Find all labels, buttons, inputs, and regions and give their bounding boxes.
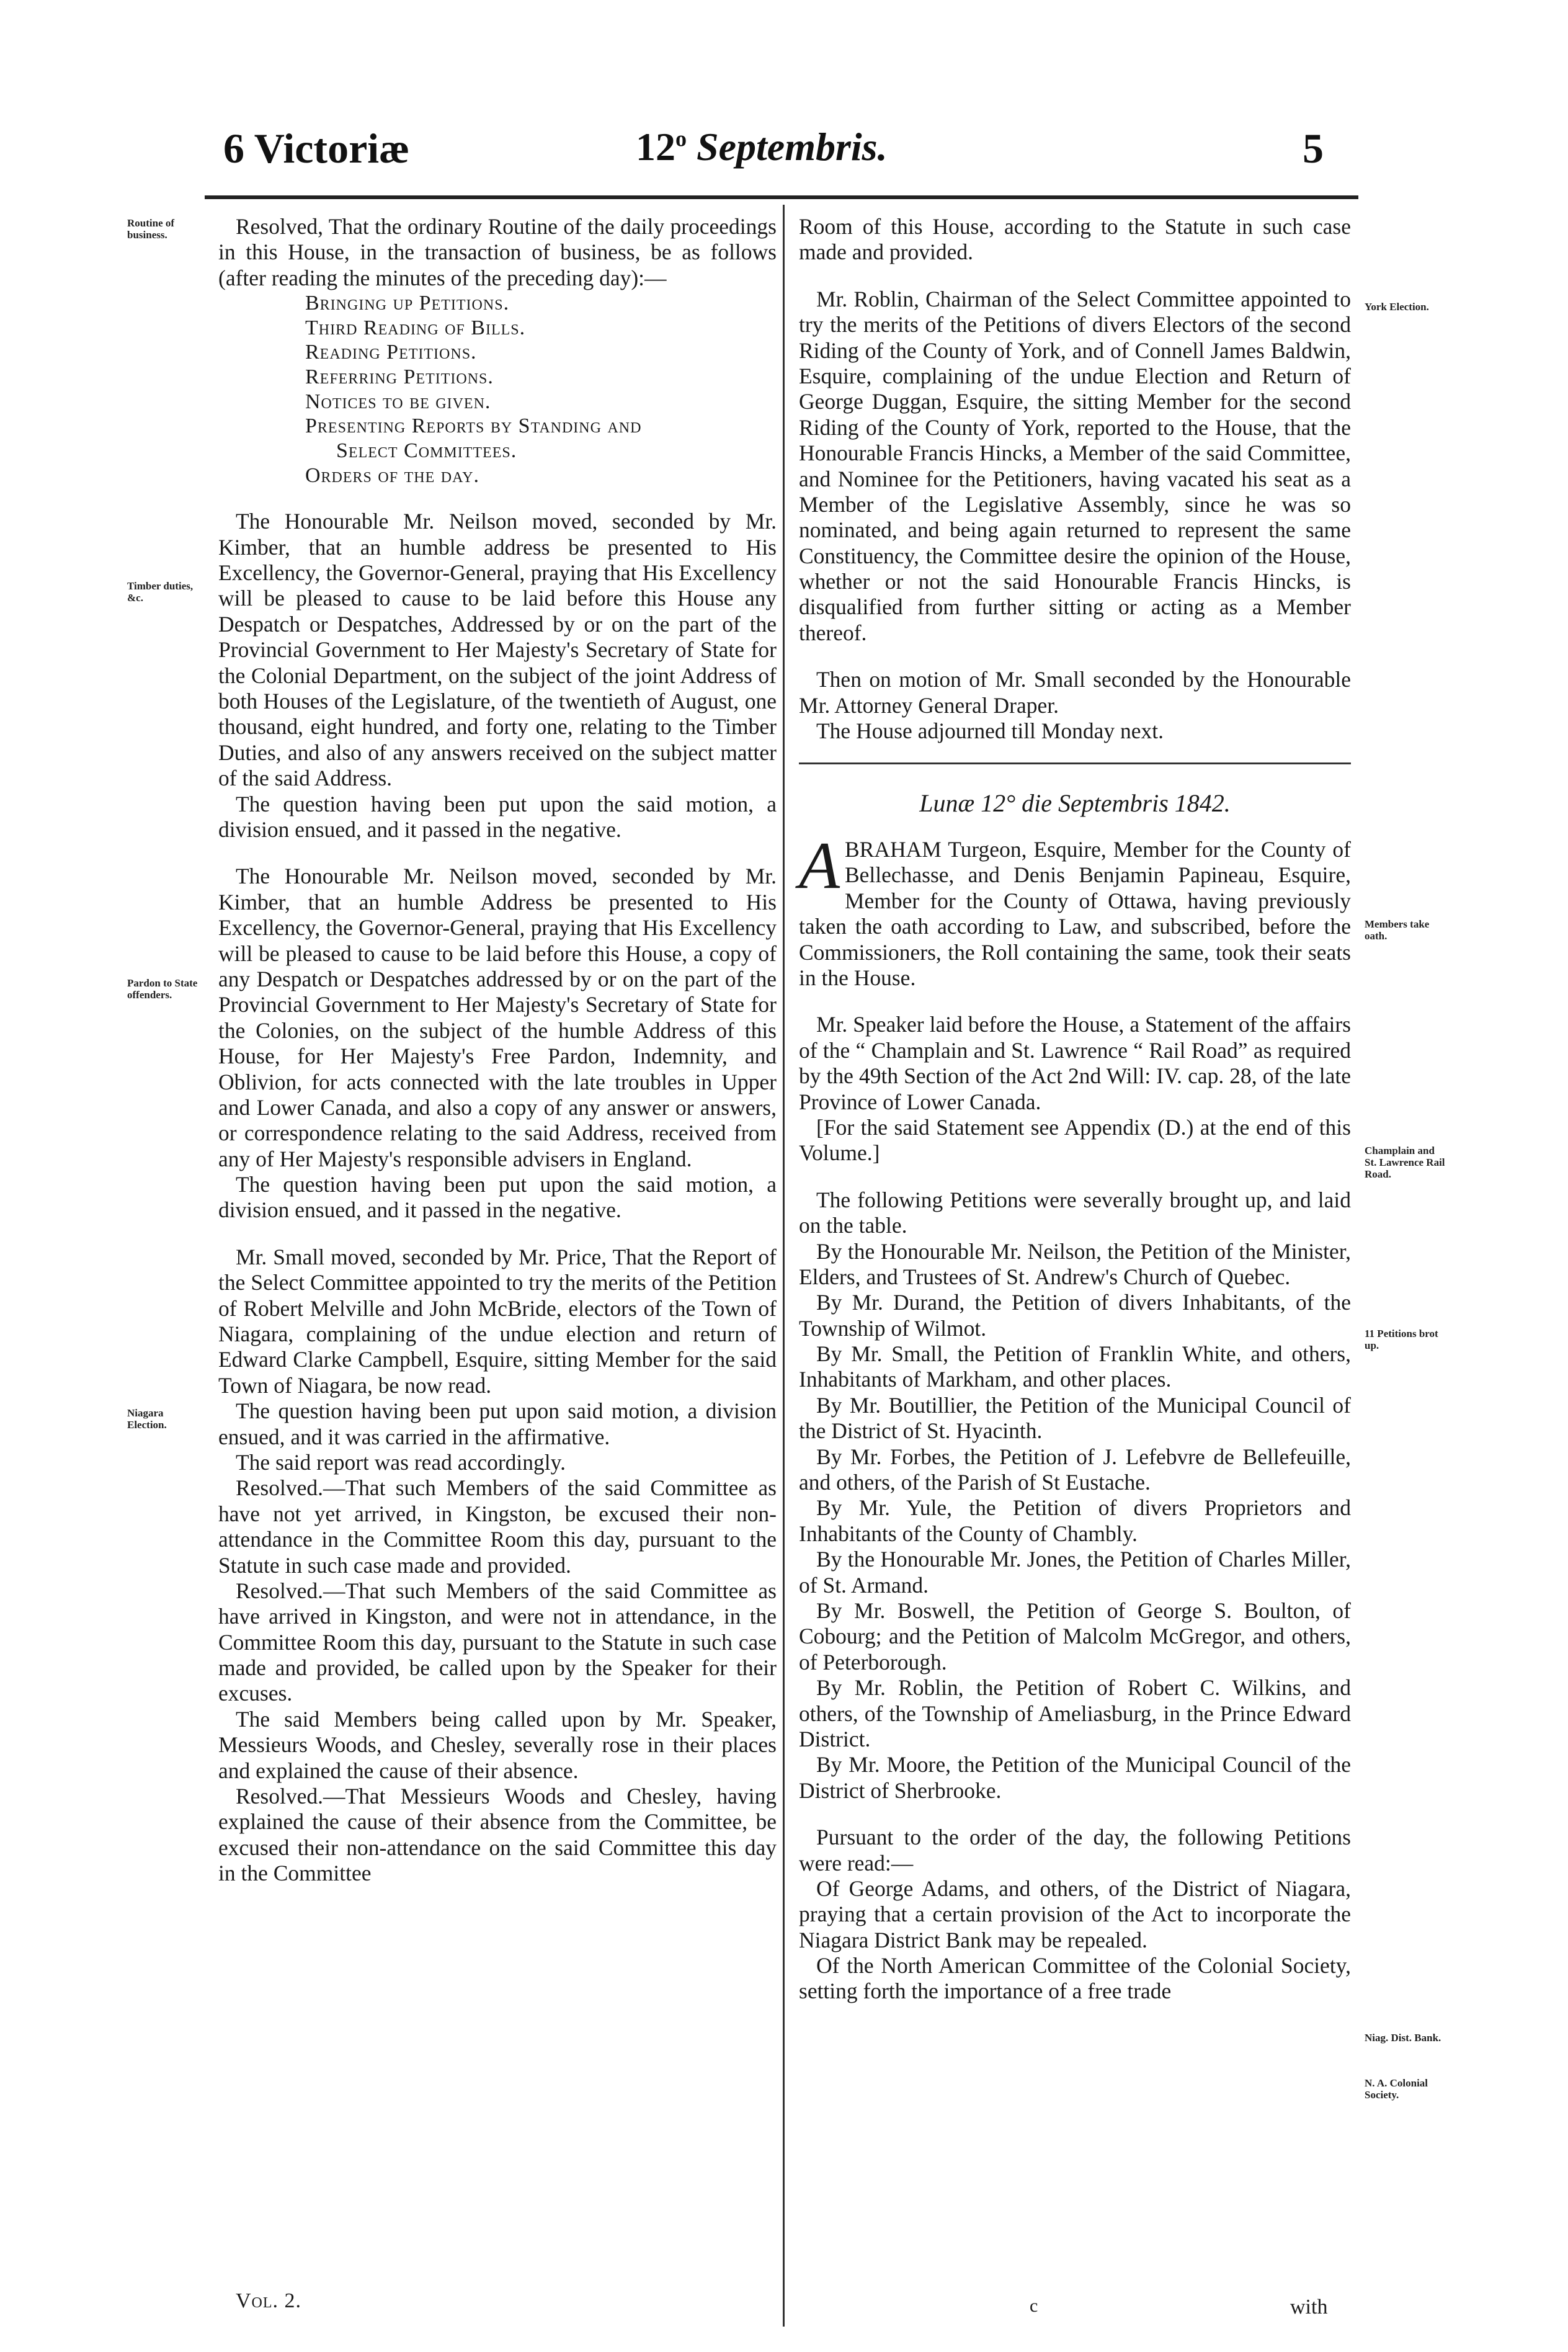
petition-entry: By Mr. Boswell, the Petition of George S. Boulton, of Cobourg; and the Petition of Malcolm McGregor, and others, of Peterborough. [799,1598,1351,1675]
margin-note-routine: Routine of business. [127,217,175,241]
railroad-statement: Mr. Speaker laid before the House, a Statement of the affairs of the “ Champlain and St. Lawrence “ Rail Road” as required by the 49th Section of the Act 2nd Will: IV. cap. 28, of the late Province of Lower Canada. [799,1012,1351,1114]
members-explained: The said Members being called upon by Mr. Speaker, Messieurs Woods, and Chesley, severally rose in their places and explained the cause of their absence. [218,1706,777,1783]
petition-entry: By Mr. Durand, the Petition of divers Inhabitants, of the Township of Wilmot. [799,1290,1351,1341]
routine-item: Bringing up Petitions. [305,292,510,315]
routine-item: Reading Petitions. [305,341,477,364]
petition-entry: By Mr. Yule, the Petition of divers Proprietors and Inhabitants of the County of Chambly. [799,1495,1351,1546]
report-read: The said report was read accordingly. [236,1449,566,1475]
petition-entry: By Mr. Roblin, the Petition of Robert C. Wilkins, and others, of the Township of Ameliasburg, in the Prince Edward District. [799,1675,1351,1751]
margin-note-york: York Election. [1365,301,1429,313]
motion-pardon-result: The question having been put upon the said motion, a division ensued, and it passed in the negative. [218,1172,777,1223]
margin-note-pardon: Pardon to State offenders. [127,977,198,1001]
margin-note-colonial: N. A. Colonial Society. [1365,2077,1428,2101]
header-rule [205,195,1358,199]
petition-entry: By Mr. Forbes, the Petition of J. Lefebvre de Bellefeuille, and others, of the Parish of St Eustache. [799,1444,1351,1495]
routine-item: Select Committees. [336,439,517,463]
appendix-note: [For the said Statement see Appendix (D.) at the end of this Volume.] [799,1114,1351,1166]
routine-item: Referring Petitions. [305,365,494,389]
petition-entry: By Mr. Small, the Petition of Franklin White, and others, Inhabitants of Markham, and other places. [799,1341,1351,1392]
margin-note-railroad: Champlain and St. Lawrence Rail Road. [1365,1145,1445,1180]
resolved-routine: Resolved, That the ordinary Routine of the daily proceedings in this House, in the transaction of business, be as follows (after reading the minutes of the preceding day):— [218,214,777,290]
routine-item: Orders of the day. [305,463,480,487]
drop-cap: A [799,829,840,903]
running-head-date [636,124,888,186]
margin-note-oath: Members take oath. [1365,918,1430,942]
petitions-intro: The following Petitions were severally brought up, and laid on the table. [799,1187,1351,1238]
york-election-report: Mr. Roblin, Chairman of the Select Committee appointed to try the merits of the Petitions of divers Electors of the second Riding of the County of York, and of Connell James Baldwin, Esquire, complaining of the undue Election and Return of George Duggan, Esquire, the sitting Member for the second Riding of the County of York, reported to the House, that the Honourable Francis Hincks, a Member of the said Committee, and Nominee for the Petitioners, having vacated his seat as a Member of the Legislative Assembly, since he was so nominated, and being again returned to represent the same Constituency, the Committee desire the opinion of the House, whether or not the said Honourable Francis Hincks, is disqualified from further sitting or acting as a Member thereof. [799,286,1351,645]
left-column [218,214,777,1887]
routine-item: Notices to be given. [305,390,491,413]
members-oath-text: BRAHAM Turgeon, Esquire, Member for the County of Bellechasse, and Denis Benjamin Papineau, Esquire, Member for the County of Ottawa, having previously taken the oath according to Law, and subscribed, before the Commissioners, the Roll containing the same, took their seats in the House. [799,837,1351,990]
margin-note-timber: Timber duties, &c. [127,580,194,604]
adjournment: The House adjourned till Monday next. [816,718,1164,744]
routine-list [218,291,777,488]
section-rule [799,762,1351,764]
margin-note-niagara: Niagara Election. [127,1407,167,1431]
resolved-woods-chesley: Resolved.—That Messieurs Woods and Chesley, having explained the cause of their absence from the Committee, be excused their non-attendance on the said Committee this day in the Committee [218,1784,777,1886]
volume-signature: Vol. 2. [236,2289,302,2312]
resolved-excused: Resolved.—That such Members of the said Committee as have not yet arrived, in Kingston, be excused their non-attendance in the Committee Room this day, pursuant to the Statute in such case made and provided. [218,1475,777,1578]
petition-entry: By the Honourable Mr. Neilson, the Petition of the Minister, Elders, and Trustees of St. Andrew's Church of Quebec. [799,1238,1351,1289]
margin-note-petitions: 11 Petitions brot up. [1365,1328,1438,1351]
motion-timber: The Honourable Mr. Neilson moved, seconded by Mr. Kimber, that an humble address be presented to His Excellency, the Governor-General, praying that His Excellency will be pleased to cause to be laid before this House any Despatch or Despatches, Addressed by or on the part of the Provincial Government to Her Majesty's Secretary of State for the Colonial Department, on the subject of the joint Address of both Houses of the Legislature, of the twentieth of August, one thousand, eight hundred, and forty one, relating to the Timber Duties, and also of any answers received on the subject matter of the said Address. [218,509,777,791]
petition-entry: By Mr. Moore, the Petition of the Municipal Council of the District of Sherbrooke. [799,1752,1351,1803]
motion-niagara-result: The question having been put upon said motion, a division ensued, and it was carried in the affirmative. [218,1398,777,1449]
motion-pardon: The Honourable Mr. Neilson moved, seconded by Mr. Kimber, that an humble Address be presented to His Excellency, the Governor-General, praying that His Excellency will be pleased to cause to be laid before this House, a copy of any Despatch or Despatches addressed by or on the part of the Provincial Government to Her Majesty's Secretary of State for the Colonies, on the subject of the humble Address of this House, for Her Majesty's Free Pardon, Indemnity, and Oblivion, for acts connected with the late troubles in Upper and Lower Canada, and also a copy of any answer or answers, or correspondence relating to the said Address, received from any of Her Majesty's responsible advisers in England. [218,864,777,1171]
members-oath [799,829,1351,991]
routine-item: Third Reading of Bills. [305,316,526,339]
date-superscript: o [675,126,687,151]
running-head-regnal-year: 6 Victoriæ [223,125,410,172]
column-divider [783,205,785,2327]
committee-room-cont: Room of this House, according to the Statute in such case made and provided. [799,214,1351,265]
routine-item: Presenting Reports by Standing and [305,414,642,438]
sitting-dateline: Lunæ 12° die Septembris 1842. [919,789,1231,818]
catchword: with [1290,2296,1328,2318]
motion-small: Then on motion of Mr. Small seconded by the Honourable Mr. Attorney General Draper. [799,667,1351,718]
motion-niagara: Mr. Small moved, seconded by Mr. Price, That the Report of the Select Committee appointed to try the merits of the Petition of Robert Melville and John McBride, electors of the Town of Niagara, complaining of the undue election and return of Edward Clarke Campbell, Esquire, sitting Member for the said Town of Niagara, be now read. [218,1244,777,1398]
signature-mark: c [1030,2296,1038,2316]
petition-entry: By Mr. Boutillier, the Petition of the Municipal Council of the District of St. Hyacinth. [799,1392,1351,1444]
motion-timber-result: The question having been put upon the said motion, a division ensued, and it passed in the negative. [218,791,777,842]
date-prefix: 12 [636,125,675,169]
petition-colonial-society: Of the North American Committee of the Colonial Society, setting forth the importance of a free trade [799,1953,1351,2004]
resolved-called: Resolved.—That such Members of the said Committee as have arrived in Kingston, and were not in attendance, in the Committee Room this day, pursuant to the Statute in such case made and provided, be called upon by the Speaker for their excuses. [218,1578,777,1706]
right-column [799,214,1351,2005]
petition-adams: Of George Adams, and others, of the District of Niagara, praying that a certain provision of the Act to incorporate the Niagara District Bank may be repealed. [799,1876,1351,1952]
margin-note-bank: Niag. Dist. Bank. [1365,2032,1441,2044]
order-of-day: Pursuant to the order of the day, the following Petitions were read:— [799,1825,1351,1876]
petition-entry: By the Honourable Mr. Jones, the Petition of Charles Miller, of St. Armand. [799,1547,1351,1598]
page-number: 5 [1303,125,1324,172]
date-month: Septembris. [697,125,888,169]
